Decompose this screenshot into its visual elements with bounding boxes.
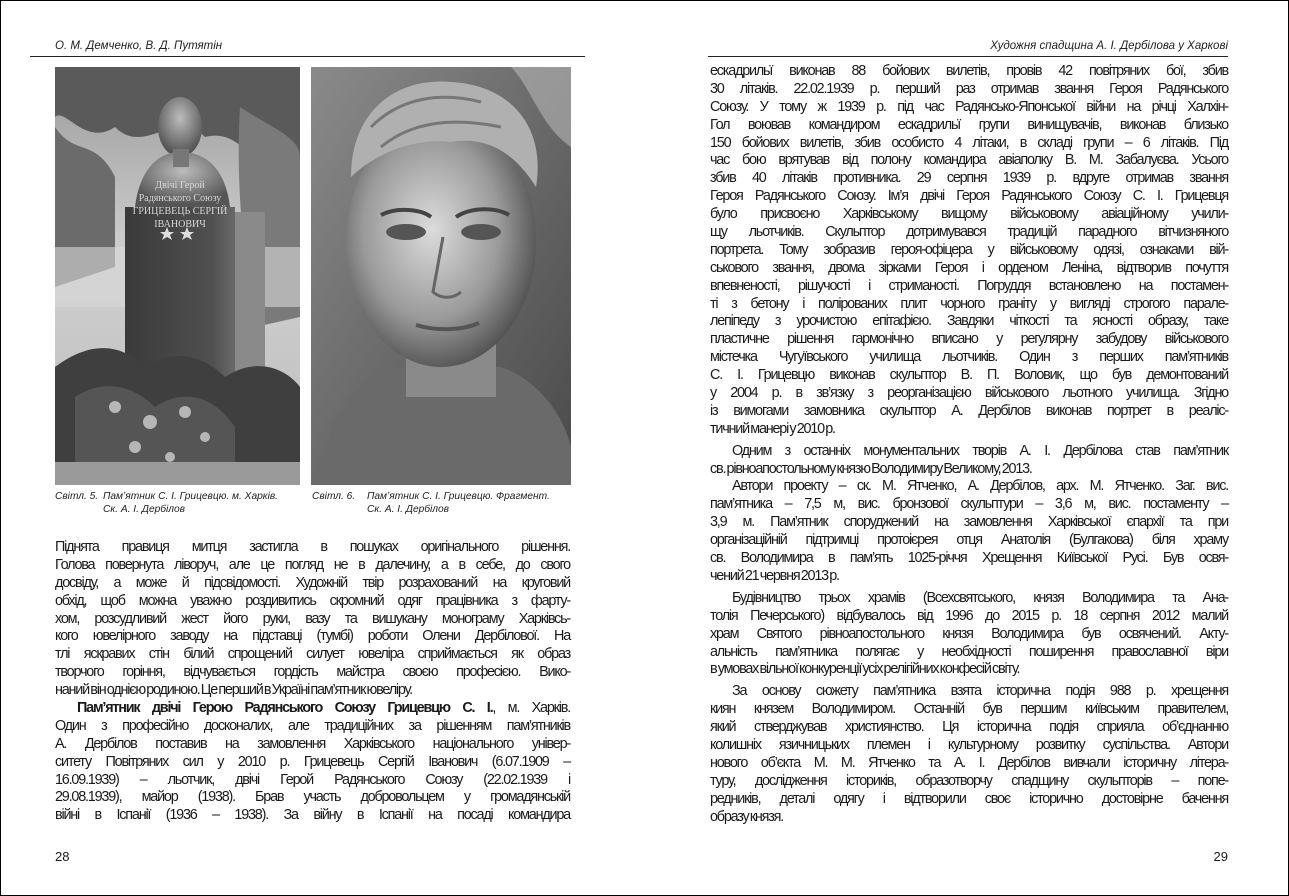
text-line: [710, 443, 1228, 461]
text-line: [55, 557, 570, 575]
paragraph: [710, 478, 1228, 585]
line-text: Гол воював командиром ескадрильї групи винищувачів, виконав близько: [710, 116, 1228, 133]
text-line: [55, 664, 570, 682]
text-line: [710, 514, 1228, 532]
text-line: [55, 807, 570, 825]
line-text: кого ювелірного заводу на підставці (тумбі) роботи Олени Дербілової. На: [55, 628, 570, 645]
line-text: нового об’єкта М. М. Ятченко та А. І. Дербілов вивчали історичну літера-: [710, 754, 1228, 771]
line-text: туру, дослідження істориків, образотворчу спадщину скульпторів – попе-: [710, 772, 1228, 789]
text-line: [710, 608, 1228, 626]
text-line: [55, 575, 570, 593]
line-text: храм Святого рівноапостольного князя Володимира був освячений. Акту-: [710, 625, 1228, 642]
line-text: обхід, щоб можна уважно роздивитись скромний одяг працівника з фарту-: [55, 592, 570, 609]
line-text: 3,9 м. Пам’ятник споруджений на замовлення Харківської єпархії та при: [710, 514, 1228, 531]
line-text: збив 40 літаків противника. 29 серпня 1939 р. вдруге отримав звання: [710, 170, 1228, 187]
line-text: містечка Чугуївського училища льотчиків. Один з перших пам’ятників: [710, 349, 1228, 366]
text-line: [710, 349, 1228, 367]
line-text: у 2004 р. в зв’язку з реорганізацією військового льотного училища. Згідно: [710, 385, 1228, 402]
line-text: портрета. Тому зобразив героя-офіцера у військовому одязі, ознаками вій-: [710, 241, 1228, 258]
text-line: [710, 242, 1228, 260]
line-text: лепіпеду з урочистою епітафією. Завдяки чіткості та ясності образу, таке: [710, 313, 1228, 330]
text-line: [710, 278, 1228, 296]
line-text: чений 21 червня 2013 р.: [710, 567, 839, 584]
text-line: [710, 496, 1228, 514]
line-text: св. рівноапостольному князю Володимиру Великому, 2013.: [710, 460, 1032, 477]
text-line: [710, 478, 1228, 496]
paragraph: [710, 443, 1228, 479]
line-text: Героя Радянського Союзу. Ім’я двічі Героя Радянського Союзу С. І. Грицевця: [710, 188, 1228, 205]
line-text: Один з професійно досконалих, але традиційних за рішенням пам’ятників: [55, 717, 570, 734]
text-line: [710, 683, 1228, 701]
text-line: [710, 81, 1228, 99]
photo-monument-fragment: [311, 67, 571, 485]
line-text: А. Дербілов поставив на замовлення Харківського національного універ-: [55, 735, 570, 752]
line-text: св. Володимира в пам’ять 1025-річчя Хрещення Київської Русі. Був освя-: [710, 550, 1228, 567]
line-text: альність пам’ятника полягає у необхідності поширення православної віри: [710, 643, 1228, 660]
figure-6-caption-line: Пам’ятник С. І. Грицевцю. Фрагмент.: [367, 491, 550, 502]
text-line: [710, 773, 1228, 791]
paragraph: [710, 63, 1228, 439]
paragraph: [710, 683, 1228, 826]
figure-6-number: Світл. 6.: [312, 491, 356, 502]
text-line: [55, 628, 570, 646]
paragraph: [55, 700, 570, 825]
line-text: Союзу. У тому ж 1939 р. під час Радянсько-Японської війни на річці Халхін-: [710, 98, 1228, 115]
text-line: [710, 550, 1228, 568]
line-text: Піднята правиця митця застигла в пошуках оригінального рішення.: [55, 539, 570, 555]
line-text: організаційній підтримці протоієрея отця Анатолія (Булгакова) біля храму: [710, 532, 1228, 549]
text-line: [710, 188, 1228, 206]
line-text: війні в Іспанії (1936 – 1938). За війну в Іспанії на посаді командира: [55, 807, 570, 824]
text-line: [710, 737, 1228, 755]
line-text: редників, деталі одягу і відтворили своє історично достовірне бачення: [710, 790, 1228, 807]
paragraph: [710, 590, 1228, 679]
text-line: [55, 772, 570, 790]
line-text: ті з бетону і полірованих плит чорного граніту у вигляді строгого парале-: [710, 295, 1228, 312]
text-line: [55, 754, 570, 772]
line-text: Одним з останніх монументальних творів А. І. Дербілова став пам’ятник: [732, 442, 1228, 459]
text-line: [710, 719, 1228, 737]
figure-5-caption-line: Пам’ятник С. І. Грицевцю. м. Харків.: [103, 491, 279, 502]
line-text: який стверджував християнство. Ця історична подія сприяла об’єднанню: [710, 719, 1228, 736]
line-text: досвіду, а може й підсвідомості. Художній твір розрахований на круговий: [55, 574, 570, 591]
line-text: було присвоєно Харківському вищому військовому авіаційному учили-: [710, 206, 1228, 223]
line-text: толія Печерського) відбувалось від 1996 до 2015 р. 18 серпня 2012 малий: [710, 607, 1228, 624]
left-page-body: [55, 539, 570, 825]
right-running-head: Художня спадщина А. І. Дербілова у Харкові: [990, 40, 1228, 52]
text-line: [710, 791, 1228, 809]
figure-6-caption-line: Ск. А. І. Дербілов: [367, 504, 450, 515]
line-text: киян князем Володимиром. Останній був першим київським правителем,: [710, 701, 1228, 718]
text-line: [710, 403, 1228, 421]
line-text: в умовах вільної конкуренції усіх релігійних конфесій світу.: [710, 661, 1020, 678]
text-line: [710, 260, 1228, 278]
text-line: [710, 644, 1228, 662]
line-text: ескадрильї виконав 88 бойових вилетів, провів 42 повітряних бої, збив: [710, 63, 1228, 79]
right-page-number: 29: [1213, 849, 1228, 864]
line-text: тлі яскравих стін білий спрощений силует ювеліра сприймається як образ: [55, 646, 570, 663]
right-header-rule: [708, 56, 1228, 57]
text-line: [55, 593, 570, 611]
left-page-number: 28: [55, 849, 70, 864]
text-line: [710, 170, 1228, 188]
text-line: [710, 385, 1228, 403]
text-line: [710, 701, 1228, 719]
line-text: За основу сюжету пам’ятника взята історична подія 988 р. хрещення: [732, 683, 1228, 700]
line-text: 16.09.1939) – льотчик, двічі Герой Радянського Союзу (22.02.1939 і: [55, 771, 570, 788]
line-text: впевненості, рішучості і стриманості. Погруддя встановлено на постамен-: [710, 277, 1228, 294]
line-text: колишніх язичницьких племен і культурному розвитку суспільства. Автори: [710, 736, 1228, 753]
line-text: наний він однією родиною. Це перший в Україні пам’ятник ювеліру.: [55, 682, 412, 699]
text-line: [710, 626, 1228, 644]
text-line: [710, 568, 1228, 586]
line-text: Голова повернута ліворуч, але це погляд не в далечину, а в себе, до свого: [55, 556, 570, 573]
text-line: [710, 296, 1228, 314]
line-text: образу князя.: [710, 808, 784, 825]
text-line: [55, 539, 570, 557]
text-line: [710, 152, 1228, 170]
line-text: хом, розсудливий жест його руки, вазу та вишукану монограму Харківсь-: [55, 610, 570, 627]
left-header-rule: [30, 56, 585, 57]
text-line: [710, 367, 1228, 385]
line-text: 150 бойових вилетів, збив особисто 4 літаки, в складі групи – 6 літаків. Під: [710, 134, 1228, 151]
text-line: [55, 789, 570, 807]
text-line: [710, 63, 1228, 81]
line-text: ськового звання, двома зірками Героя і орденом Леніна, відтворив почуття: [710, 259, 1228, 276]
text-line: [710, 421, 1228, 439]
text-line: [710, 117, 1228, 135]
line-text: щу льотчиків. Скульптор дотримувався традицій парадного вітчизняного: [710, 224, 1228, 241]
line-text: Будівництво трьох храмів (Всехсвятського, князя Володимира та Ана-: [732, 589, 1228, 606]
line-text: ситету Повітряних сил у 2010 р. Грицевець Сергій Іванович (6.07.1909 –: [55, 753, 570, 770]
line-text: творчого горіння, відчувається гордість майстра своєю професією. Вико-: [55, 664, 570, 681]
text-line: [710, 532, 1228, 550]
text-line: [710, 755, 1228, 773]
text-line: [710, 331, 1228, 349]
text-line: [55, 682, 570, 700]
bold-heading: Пам’ятник двічі Герою Радянського Союзу Грицевцю С. І.: [77, 700, 493, 717]
line-text: , м. Харків.: [492, 700, 570, 717]
pedestal-inscription: Двічі Герой Радянського Союзу ГРИЦЕВЕЦЬ СЕРГІЙ ІВАНОВИЧ: [132, 180, 228, 230]
line-text: із вимогами замовника скульптор А. Дербілов виконав портрет в реаліс-: [710, 402, 1228, 419]
text-line: [710, 661, 1228, 679]
figure-5-number: Світл. 5.: [55, 491, 99, 502]
text-line: [710, 461, 1228, 479]
text-line: [710, 206, 1228, 224]
text-line: [55, 646, 570, 664]
photo-monument-full: [55, 67, 300, 485]
line-text: 29.08.1939), майор (1938). Брав участь добровольцем у громадянській: [55, 789, 570, 806]
text-line: [55, 718, 570, 736]
left-running-head: О. М. Демченко, В. Д. Путятін: [55, 40, 223, 52]
text-line: [55, 611, 570, 629]
line-text: час бою врятував від полону командира авіаполку В. М. Забалуєва. Усього: [710, 152, 1228, 169]
paragraph: [55, 539, 570, 700]
line-text: пластичне рішення гармонічно вписано у регулярну забудову військового: [710, 331, 1228, 348]
text-line: [710, 590, 1228, 608]
text-line: [710, 99, 1228, 117]
text-line: [55, 700, 570, 718]
line-text: 30 літаків. 22.02.1939 р. перший раз отримав звання Героя Радянського: [710, 80, 1228, 97]
text-line: [710, 224, 1228, 242]
line-text: пам’ятника – 7,5 м, вис. бронзової скульптури – 3,6 м, вис. постаменту –: [710, 496, 1228, 513]
text-line: [55, 736, 570, 754]
line-text: С. І. Грицевцю виконав скульптор В. П. Воловик, що був демонтований: [710, 367, 1228, 384]
text-line: [710, 313, 1228, 331]
right-page-body: [710, 63, 1228, 826]
line-text: тичний манері у 2010 р.: [710, 420, 835, 437]
text-line: [710, 809, 1228, 827]
text-line: [710, 135, 1228, 153]
line-text: Автори проекту – ск. М. Ятченко, А. Дербілов, арх. М. Ятченко. Заг. вис.: [732, 478, 1228, 495]
figure-5-caption-line: Ск. А. І. Дербілов: [103, 504, 186, 515]
